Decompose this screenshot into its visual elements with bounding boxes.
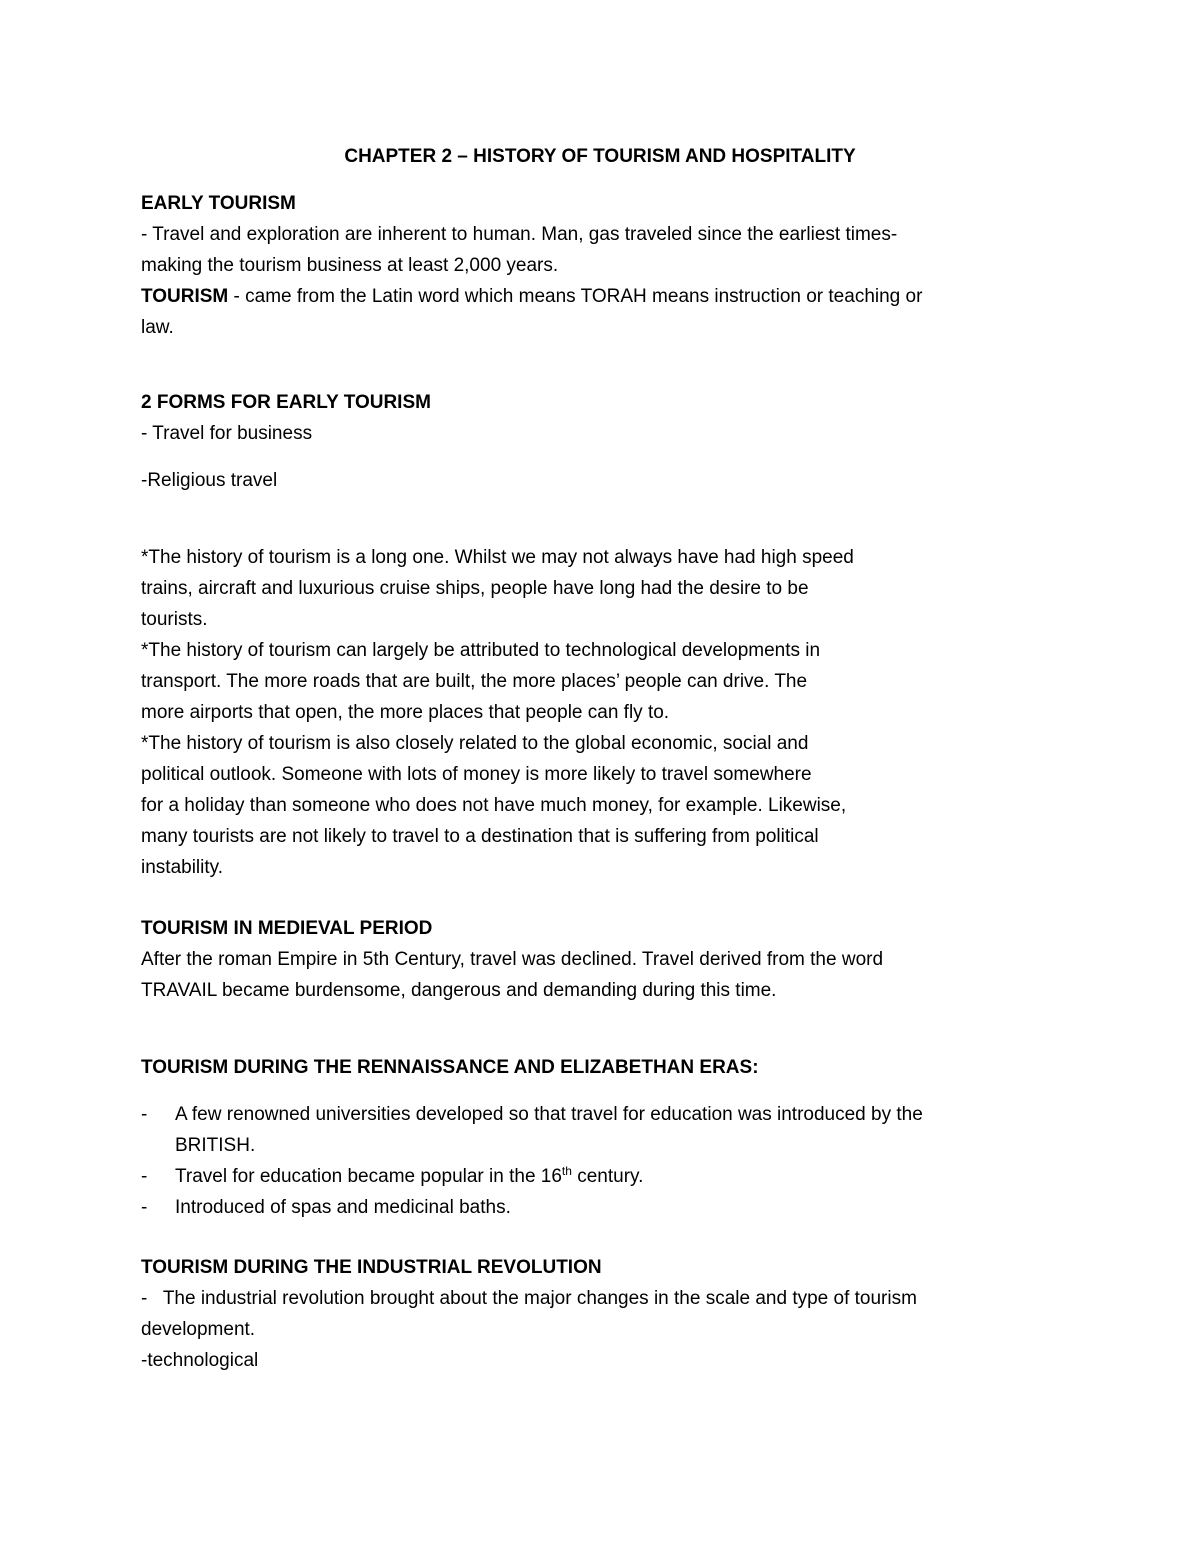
early-tourism-line-1: - Travel and exploration are inherent to human. Man, gas traveled since the earliest times- — [141, 224, 898, 245]
ordinal-superscript: th — [561, 1164, 572, 1178]
bullet-2-text-end: century. — [571, 1166, 644, 1187]
history-line: transport. The more roads that are built, the more places’ people can drive. The — [141, 671, 808, 692]
renaissance-bullet-3: Introduced of spas and medicinal baths. — [175, 1197, 511, 1218]
medieval-heading: TOURISM IN MEDIEVAL PERIOD — [141, 918, 433, 939]
medieval-line-2: TRAVAIL became burdensome, dangerous and demanding during this time. — [141, 980, 777, 1001]
renaissance-heading: TOURISM DURING THE RENNAISSANCE AND ELIZABETHAN ERAS: — [141, 1057, 759, 1078]
history-line: *The history of tourism is also closely related to the global economic, social and — [141, 733, 809, 754]
forms-heading: 2 FORMS FOR EARLY TOURISM — [141, 392, 431, 413]
tourism-term: TOURISM — [141, 286, 229, 307]
early-tourism-line-2: making the tourism business at least 2,000 years. — [141, 255, 559, 276]
industrial-line-2: development. — [141, 1319, 256, 1340]
history-line: *The history of tourism can largely be attributed to technological developments in — [141, 640, 821, 661]
history-line: instability. — [141, 857, 224, 878]
forms-item-business: - Travel for business — [141, 423, 313, 444]
bullet-dash: - — [141, 1104, 148, 1125]
industrial-line-1: - The industrial revolution brought about the major changes in the scale and type of tourism — [141, 1288, 917, 1309]
forms-item-religious: -Religious travel — [141, 470, 278, 491]
bullet-dash: - — [141, 1166, 148, 1187]
renaissance-bullet-2 — [175, 1161, 643, 1192]
renaissance-bullet-1-line-1: A few renowned universities developed so that travel for education was introduced by the — [175, 1104, 923, 1125]
bullet-2-text: Travel for education became popular in the 16 — [175, 1166, 562, 1187]
history-line: many tourists are not likely to travel to a destination that is suffering from political — [141, 826, 819, 847]
history-line: tourists. — [141, 609, 208, 630]
medieval-line-1: After the roman Empire in 5th Century, travel was declined. Travel derived from the word — [141, 949, 884, 970]
history-line: *The history of tourism is a long one. Whilst we may not always have had high speed — [141, 547, 854, 568]
history-line: political outlook. Someone with lots of money is more likely to travel somewhere — [141, 764, 812, 785]
industrial-heading: TOURISM DURING THE INDUSTRIAL REVOLUTION — [141, 1257, 602, 1278]
tourism-definition — [141, 281, 922, 312]
history-line: more airports that open, the more places that people can fly to. — [141, 702, 670, 723]
renaissance-bullet-1-line-2: BRITISH. — [175, 1135, 256, 1156]
bullet-dash: - — [141, 1197, 148, 1218]
tourism-definition-text: - came from the Latin word which means TORAH means instruction or teaching or — [228, 286, 923, 307]
industrial-line-3: -technological — [141, 1350, 259, 1371]
history-line: for a holiday than someone who does not have much money, for example. Likewise, — [141, 795, 847, 816]
early-tourism-line-4: law. — [141, 317, 174, 338]
page-title: CHAPTER 2 – HISTORY OF TOURISM AND HOSPITALITY — [344, 146, 856, 167]
early-tourism-heading: EARLY TOURISM — [141, 193, 296, 214]
history-line: trains, aircraft and luxurious cruise ships, people have long had the desire to be — [141, 578, 809, 599]
